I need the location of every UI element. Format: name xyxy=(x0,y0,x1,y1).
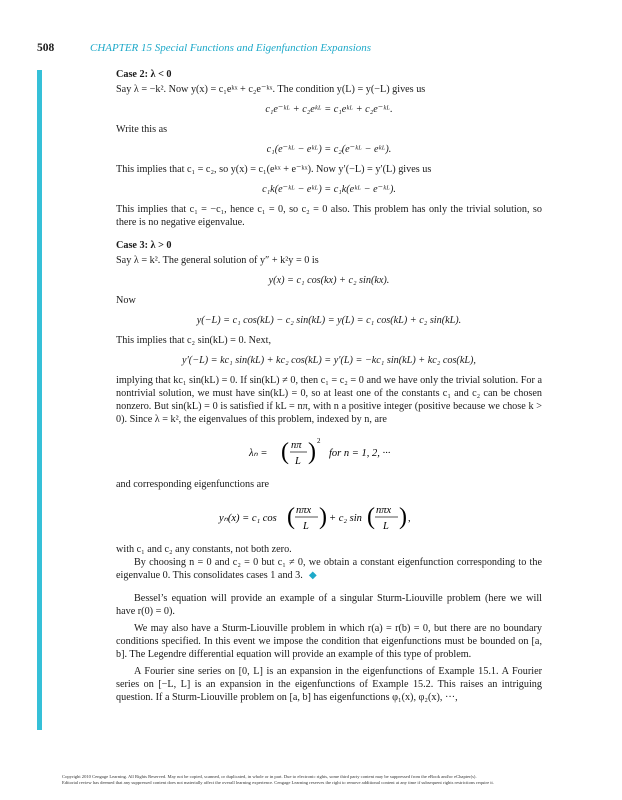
ef-denominator-1: L xyxy=(303,521,309,532)
case2-equation-3: c₁k(e⁻ᵏᴸ − eᵏᴸ) = c₁k(eᵏᴸ − e⁻ᵏᴸ). xyxy=(262,184,396,195)
page-number: 508 xyxy=(37,42,55,54)
ef-mid: + c₂ sin xyxy=(329,513,362,524)
ef-numerator-1: nπx xyxy=(296,505,312,516)
case3-text-1: Say λ = k². The general solution of y″ + k²y = 0 is xyxy=(116,255,319,266)
case3-equation-1: y(x) = c₁ cos(kx) + c₂ sin(kx). xyxy=(268,275,390,286)
svg-text:): ) xyxy=(399,504,407,530)
svg-text:(: ( xyxy=(281,439,289,465)
case2-equation-1: c₁e⁻ᵏᴸ + c₂eᵏᴸ = c₁eᵏᴸ + c₂e⁻ᵏᴸ. xyxy=(265,104,393,115)
copyright-footer xyxy=(62,774,612,786)
case2-text-4: This implies that c₁ = −c₁, hence c₁ = 0, so c₂ = 0 also. This problem has only the trivial solution, so there is no negative eigenvalue. xyxy=(116,204,542,228)
eig-tail: for n = 1, 2, ··· xyxy=(329,448,391,459)
case3-heading: Case 3: λ > 0 xyxy=(116,240,172,251)
case2-text-2: Write this as xyxy=(116,124,168,135)
case3-text-4: and corresponding eigenfunctions are xyxy=(116,479,270,490)
margin-bar xyxy=(37,70,42,730)
case2-equation-2: c₁(e⁻ᵏᴸ − eᵏᴸ) = c₂(e⁻ᵏᴸ − eᵏᴸ). xyxy=(266,144,392,155)
ef-numerator-2: nπx xyxy=(376,505,392,516)
ef-denominator-2: L xyxy=(383,521,389,532)
case2-text-3: This implies that c₁ = c₂, so y(x) = c₁(eᵏˣ + e⁻ᵏˣ). Now y′(−L) = y′(L) gives us xyxy=(116,164,432,175)
case3-text-3: implying that kc₁ sin(kL) = 0. If sin(kL) ≠ 0, then c₁ = c₂ = 0 and we have only the trivial solution. For a nontrivial solution, we must have sin(kL) = 0, so at least one of the constants c₁ and c₂ can be chosen nonzero. But sin(kL) = 0 is satisfied if kL = nπ, with n a positive integer (positive because we chose k > 0). Since λ = k², the eigenvalues of this problem, indexed by n, are xyxy=(116,375,542,425)
svg-text:): ) xyxy=(319,504,327,530)
eigenvalue-equation xyxy=(116,434,542,470)
case3-text-2: This implies that c₂ sin(kL) = 0. Next, xyxy=(116,335,272,346)
case2-text-1: Say λ = −k². Now y(x) = c₁eᵏˣ + c₂e⁻ᵏˣ. The condition y(L) = y(−L) gives us xyxy=(116,84,426,95)
paragraph-legendre: We may also have a Sturm-Liouville problem in which r(a) = r(b) = 0, but there are no boundary conditions specified. In this event we impose the condition that eigenfunctions must be bounded on [a, b]. The Legendre differential equation will provide an example of this type of problem. xyxy=(116,623,542,660)
eig-numerator: nπ xyxy=(291,440,302,451)
end-of-example-icon: ◆ xyxy=(308,570,317,581)
svg-text:(: ( xyxy=(287,504,295,530)
svg-text:): ) xyxy=(308,439,316,465)
case3-text-6: By choosing n = 0 and c₂ = 0 but c₁ ≠ 0, we obtain a constant eigenfunction corresponding to the eigenvalue 0. This consolidates cases 1 and 3. ◆ xyxy=(116,557,542,581)
case3-equation-2: y(−L) = c₁ cos(kL) − c₂ sin(kL) = y(L) = c₁ cos(kL) + c₂ sin(kL). xyxy=(196,315,462,326)
ef-lhs: yₙ(x) = c₁ cos xyxy=(219,513,277,524)
footer-line-2: Editorial review has deemed that any suppressed content does not materially affect the overall learning experience. Cengage Learning reserves the right to remove additional content at any time if subsequent rights restrictions require it. xyxy=(62,780,494,785)
case2-heading: Case 2: λ < 0 xyxy=(116,69,172,80)
footer-line-1: Copyright 2010 Cengage Learning. All Rights Reserved. May not be copied, scanned, or duplicated, in whole or in part. Due to electronic rights, some third party content may be suppressed from the eBook and/or eChapter(s). xyxy=(62,774,477,779)
chapter-header: CHAPTER 15 Special Functions and Eigenfunction Expansions xyxy=(90,42,372,54)
ef-end: , xyxy=(408,513,411,524)
case3-text-5: with c₁ and c₂ any constants, not both zero. xyxy=(116,544,292,555)
paragraph-bessel: Bessel’s equation will provide an example of a singular Sturm-Liouville problem (here we will have r(0) = 0). xyxy=(116,593,542,617)
case3-equation-3: y′(−L) = kc₁ sin(kL) + kc₂ cos(kL) = y′(L) = −kc₁ sin(kL) + kc₂ cos(kL), xyxy=(182,355,476,366)
case3-now: Now xyxy=(116,295,136,306)
eig-denominator: L xyxy=(295,456,301,467)
page-body xyxy=(116,68,542,704)
svg-text:(: ( xyxy=(367,504,375,530)
eig-lhs: λₙ = xyxy=(249,448,268,459)
eig-power: 2 xyxy=(317,437,321,445)
eigenfunction-equation xyxy=(116,499,542,535)
paragraph-fourier: A Fourier sine series on [0, L] is an expansion in the eigenfunctions of Example 15.1. A Fourier series on [−L, L] is an expansion in the eigenfunctions of Example 15.2. This raises an intriguing question. If a Sturm-Liouville problem on [a, b] has eigenfunctions φ₁(x), φ₂(x), ···, xyxy=(116,666,542,703)
